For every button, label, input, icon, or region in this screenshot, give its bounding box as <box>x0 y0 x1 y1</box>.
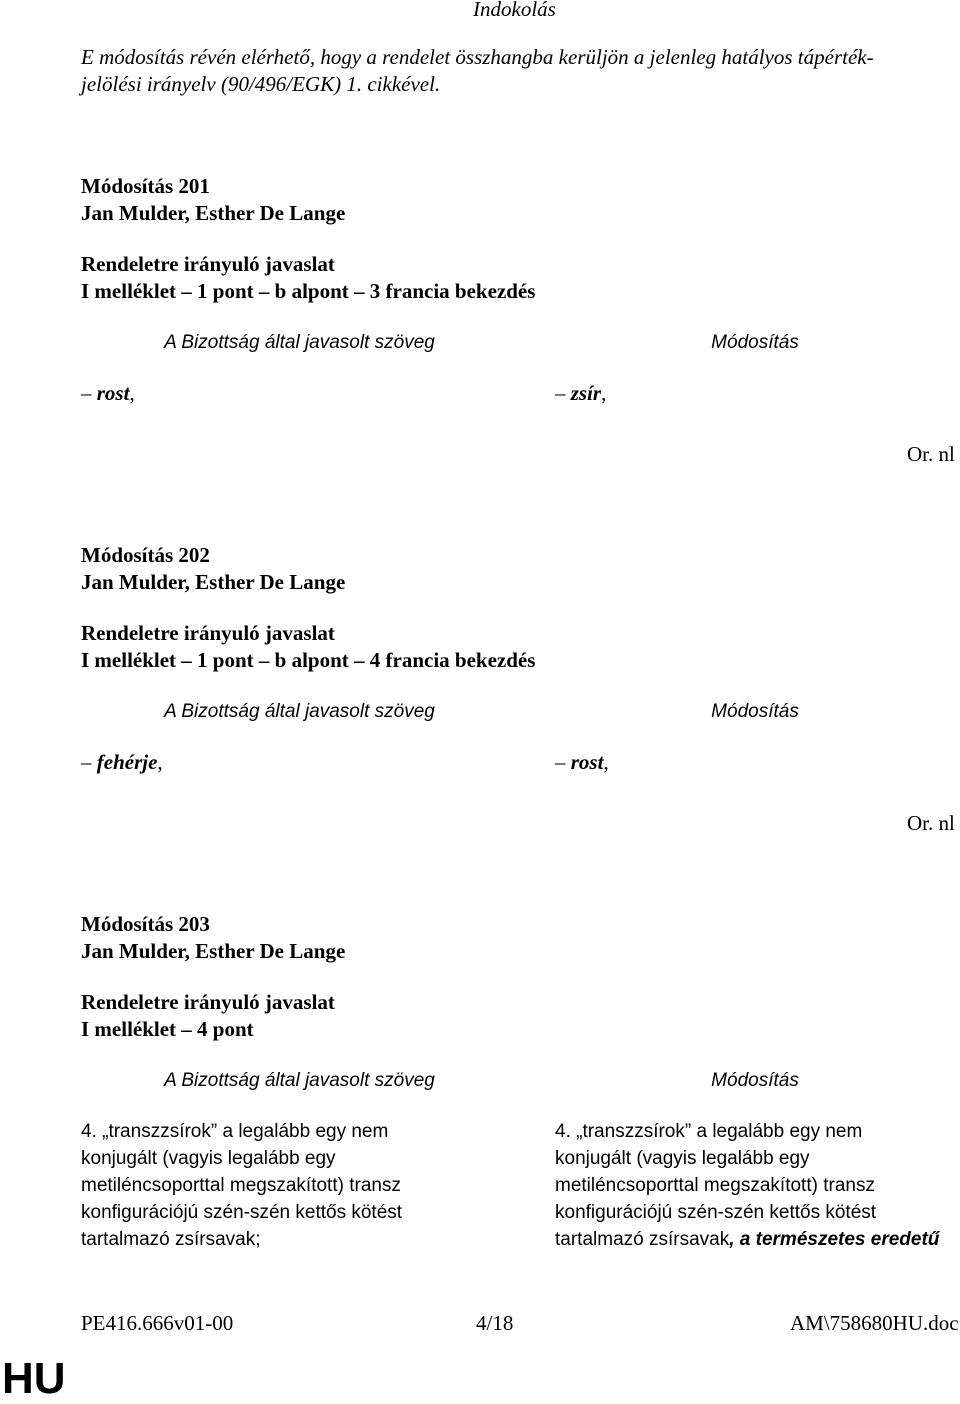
footer-language-code: HU <box>2 1354 66 1403</box>
punctuation: , <box>157 750 163 774</box>
text-line: konjugált (vagyis legalább egy <box>81 1148 336 1169</box>
amendment-proposal: Rendeletre irányuló javaslat <box>81 621 335 645</box>
text-line: konjugált (vagyis legalább egy <box>555 1148 810 1169</box>
text-line: konfigurációjú szén-szén kettős kötést <box>81 1202 403 1223</box>
added-text: rost <box>570 750 604 774</box>
footer-reference: PE416.666v01-00 <box>81 1311 234 1335</box>
original-language: Or. nl <box>907 811 955 835</box>
justification-heading: Indokolás <box>473 0 556 21</box>
column-header-amendment: Módosítás <box>711 332 799 353</box>
justification-text-line2: jelölési irányelv (90/496/EGK) 1. cikkével. <box>81 72 441 96</box>
punctuation: , <box>603 750 609 774</box>
amendment-location: I melléklet – 4 pont <box>81 1017 254 1041</box>
text-line: 4. „transzzsírok” a legalább egy nem <box>81 1121 389 1142</box>
indent-dash: – <box>555 750 571 774</box>
footer-page-number: 4/18 <box>476 1311 514 1335</box>
text-line: metiléncsoporttal megszakított) transz <box>81 1175 401 1196</box>
amendment-proposal: Rendeletre irányuló javaslat <box>81 252 335 276</box>
amendment-proposal: Rendeletre irányuló javaslat <box>81 990 335 1014</box>
added-text: zsír <box>570 381 602 405</box>
deleted-text: rost <box>96 381 130 405</box>
column-header-amendment: Módosítás <box>711 1070 799 1091</box>
amendment-location: I melléklet – 1 pont – b alpont – 3 francia bekezdés <box>81 279 536 303</box>
amendment-text-indent <box>555 749 609 776</box>
column-header-commission-text: A Bizottság által javasolt szöveg <box>164 1070 435 1091</box>
punctuation: , <box>129 381 135 405</box>
amendment-location: I melléklet – 1 pont – b alpont – 4 francia bekezdés <box>81 648 536 672</box>
text-line <box>555 1226 960 1253</box>
amendment-text-paragraph <box>555 1118 960 1253</box>
amendment-number: Módosítás 203 <box>81 912 210 936</box>
footer-document-name: AM\758680HU.doc <box>790 1311 959 1335</box>
text-line: metiléncsoporttal megszakított) transz <box>555 1175 875 1196</box>
justification-text-line1: E módosítás révén elérhető, hogy a rendelet összhangba kerüljön a jelenleg hatályos tápérték- <box>81 45 874 69</box>
commission-text-paragraph <box>81 1118 402 1253</box>
original-language: Or. nl <box>907 442 955 466</box>
unchanged-text: tartalmazó zsírsavak <box>555 1229 730 1250</box>
commission-text-indent <box>81 380 135 407</box>
indent-dash: – <box>81 750 97 774</box>
amendment-number: Módosítás 202 <box>81 543 210 567</box>
amendment-authors: Jan Mulder, Esther De Lange <box>81 570 346 594</box>
text-line: 4. „transzzsírok” a legalább egy nem <box>555 1121 863 1142</box>
deleted-text: fehérje <box>96 750 158 774</box>
indent-dash: – <box>81 381 97 405</box>
amendment-authors: Jan Mulder, Esther De Lange <box>81 939 346 963</box>
column-header-commission-text: A Bizottság által javasolt szöveg <box>164 701 435 722</box>
punctuation: , <box>601 381 607 405</box>
text-line: konfigurációjú szén-szén kettős kötést <box>555 1202 877 1223</box>
added-text: , a természetes eredetű <box>729 1229 940 1250</box>
indent-dash: – <box>555 381 571 405</box>
text-line: tartalmazó zsírsavak; <box>81 1229 261 1250</box>
column-header-commission-text: A Bizottság által javasolt szöveg <box>164 332 435 353</box>
column-header-amendment: Módosítás <box>711 701 799 722</box>
amendment-number: Módosítás 201 <box>81 174 210 198</box>
commission-text-indent <box>81 749 163 776</box>
amendment-text-indent <box>555 380 606 407</box>
amendment-authors: Jan Mulder, Esther De Lange <box>81 201 346 225</box>
